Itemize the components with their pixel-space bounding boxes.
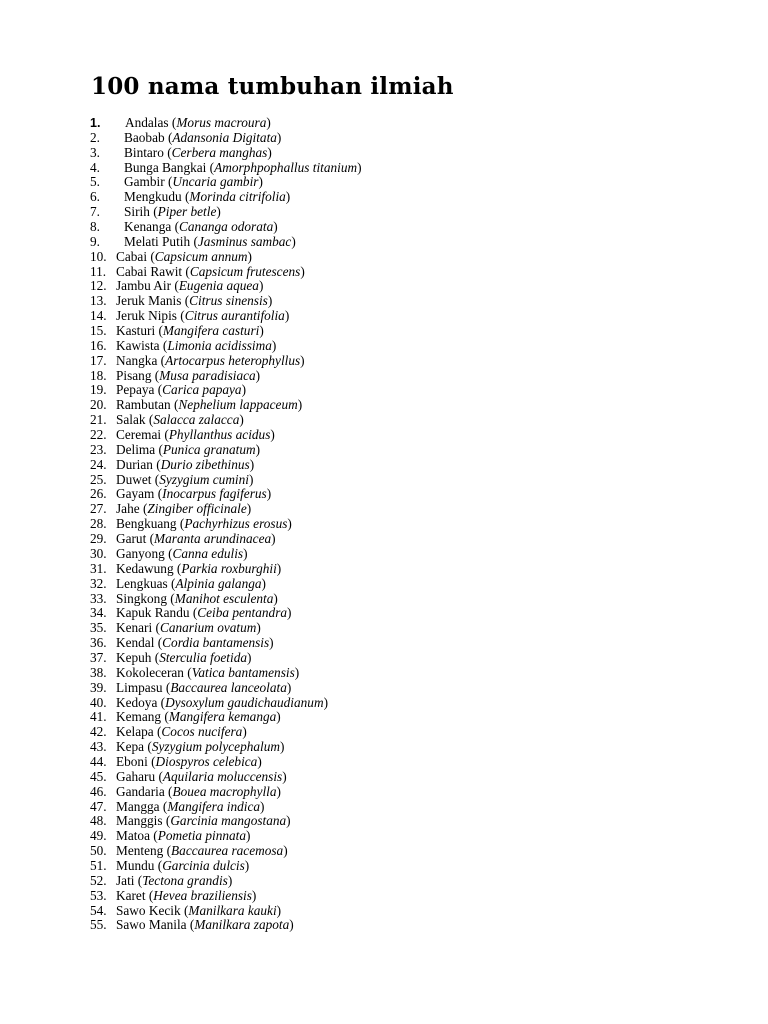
item-number: 36. bbox=[90, 635, 107, 651]
plant-scientific-name: Citrus sinensis bbox=[189, 293, 268, 309]
item-number: 6. bbox=[90, 189, 100, 205]
plant-scientific-name: Garcinia mangostana bbox=[170, 813, 287, 829]
item-number: 12. bbox=[90, 278, 107, 294]
plant-common-name: Singkong bbox=[116, 590, 167, 606]
plant-scientific-name: Diospyros celebica bbox=[155, 753, 258, 769]
plant-common-name: Matoa bbox=[116, 828, 150, 844]
plant-scientific-name: Citrus aurantifolia bbox=[184, 308, 285, 324]
item-number: 10. bbox=[90, 248, 107, 264]
list-item: 22. Ceremai (Phyllanthus acidus) bbox=[90, 427, 275, 443]
item-number: 21. bbox=[90, 412, 107, 428]
list-item: 24. Durian (Durio zibethinus) bbox=[90, 456, 255, 472]
plant-scientific-name: Baccaurea racemosa bbox=[171, 843, 284, 859]
page-title: 100 nama tumbuhan ilmiah bbox=[91, 73, 454, 100]
plant-scientific-name: Durio zibethinus bbox=[160, 456, 250, 472]
plant-common-name: Durian bbox=[116, 456, 153, 472]
plant-common-name: Garut bbox=[116, 531, 147, 547]
list-item: 4. Bunga Bangkai (Amorphpophallus titanium) bbox=[90, 159, 362, 175]
list-item: 3. Bintaro (Cerbera manghas) bbox=[90, 144, 272, 160]
list-item: 23. Delima (Punica granatum) bbox=[90, 441, 261, 457]
item-number: 42. bbox=[90, 724, 107, 740]
plant-scientific-name: Canna edulis bbox=[172, 545, 244, 561]
list-item: 19. Pepaya (Carica papaya) bbox=[90, 382, 247, 398]
list-item: 55. Sawo Manila (Manilkara zapota) bbox=[90, 917, 294, 933]
plant-common-name: Gayam bbox=[116, 486, 155, 502]
plant-common-name: Kenanga bbox=[124, 219, 172, 235]
plant-common-name: Pisang bbox=[116, 367, 152, 383]
plant-common-name: Kapuk Randu bbox=[116, 605, 190, 621]
item-number: 3. bbox=[90, 144, 100, 160]
list-item: 18. Pisang (Musa paradisiaca) bbox=[90, 367, 261, 383]
list-item: 26. Gayam (Inocarpus fagiferus) bbox=[90, 486, 272, 502]
item-number: 29. bbox=[90, 531, 107, 547]
item-number: 55. bbox=[90, 917, 107, 933]
item-number: 49. bbox=[90, 828, 107, 844]
plant-scientific-name: Cocos nucifera bbox=[161, 724, 243, 740]
plant-common-name: Jahe bbox=[116, 501, 140, 517]
plant-scientific-name: Tectona grandis bbox=[142, 872, 228, 888]
item-number: 8. bbox=[90, 219, 100, 235]
list-item: 1. Andalas (Morus macroura) bbox=[90, 115, 271, 130]
item-number: 19. bbox=[90, 382, 107, 398]
list-item: 27. Jahe (Zingiber officinale) bbox=[90, 501, 252, 517]
list-item: 37. Kepuh (Sterculia foetida) bbox=[90, 649, 252, 665]
list-item: 48. Manggis (Garcinia mangostana) bbox=[90, 813, 291, 829]
plant-common-name: Kepa bbox=[116, 739, 145, 755]
plant-common-name: Kemang bbox=[116, 709, 162, 725]
list-item: 53. Karet (Hevea braziliensis) bbox=[90, 887, 257, 903]
item-number: 54. bbox=[90, 902, 107, 918]
list-item: 42. Kelapa (Cocos nucifera) bbox=[90, 724, 247, 740]
plant-common-name: Kasturi bbox=[116, 323, 156, 339]
list-item: 52. Jati (Tectona grandis) bbox=[90, 872, 233, 888]
list-item: 25. Duwet (Syzygium cumini) bbox=[90, 471, 254, 487]
plant-common-name: Sawo Manila bbox=[116, 917, 187, 933]
item-number: 50. bbox=[90, 843, 107, 859]
plant-scientific-name: Syzygium cumini bbox=[159, 471, 249, 487]
list-item: 6. Mengkudu (Morinda citrifolia) bbox=[90, 189, 291, 205]
item-number: 46. bbox=[90, 783, 107, 799]
list-item: 34. Kapuk Randu (Ceiba pentandra) bbox=[90, 605, 292, 621]
plant-scientific-name: Adansonia Digitata bbox=[172, 129, 277, 145]
plant-common-name: Kokoleceran bbox=[116, 664, 184, 680]
plant-common-name: Kendal bbox=[116, 635, 155, 651]
plant-scientific-name: Pachyrhizus erosus bbox=[184, 516, 288, 532]
list-item: 30. Ganyong (Canna edulis) bbox=[90, 545, 248, 561]
item-number: 39. bbox=[90, 679, 107, 695]
plant-common-name: Melati Putih bbox=[124, 233, 191, 249]
list-item: 40. Kedoya (Dysoxylum gaudichaudianum) bbox=[90, 694, 328, 710]
item-number: 51. bbox=[90, 857, 107, 873]
plant-common-name: Kenari bbox=[116, 620, 153, 636]
plant-common-name: Menteng bbox=[116, 843, 164, 859]
item-number: 32. bbox=[90, 575, 107, 591]
plant-common-name: Salak bbox=[116, 412, 146, 428]
plant-list bbox=[90, 116, 362, 933]
plant-scientific-name: Phyllanthus acidus bbox=[168, 427, 271, 443]
item-number: 24. bbox=[90, 456, 107, 472]
item-number: 14. bbox=[90, 308, 107, 324]
item-number: 30. bbox=[90, 545, 107, 561]
plant-scientific-name: Morinda citrifolia bbox=[189, 189, 286, 205]
plant-common-name: Bunga Bangkai bbox=[124, 159, 207, 175]
item-number: 31. bbox=[90, 560, 107, 576]
item-number bbox=[90, 116, 125, 131]
list-item: 15. Kasturi (Mangifera casturi) bbox=[90, 323, 264, 339]
plant-common-name: Gaharu bbox=[116, 768, 156, 784]
list-item: 10. Cabai (Capsicum annum) bbox=[90, 248, 252, 264]
list-item: 33. Singkong (Manihot esculenta) bbox=[90, 590, 278, 606]
item-number: 17. bbox=[90, 352, 107, 368]
item-number: 22. bbox=[90, 427, 107, 443]
list-item: 2. Baobab (Adansonia Digitata) bbox=[90, 129, 282, 145]
plant-scientific-name: Vatica bantamensis bbox=[191, 664, 295, 680]
plant-scientific-name: Aquilaria moluccensis bbox=[162, 768, 283, 784]
plant-scientific-name: Manilkara kauki bbox=[188, 902, 277, 918]
item-number: 35. bbox=[90, 620, 107, 636]
plant-common-name: Kedoya bbox=[116, 694, 158, 710]
list-item: 21. Salak (Salacca zalacca) bbox=[90, 412, 244, 428]
list-item: 9. Melati Putih (Jasminus sambac) bbox=[90, 233, 296, 249]
plant-common-name: Rambutan bbox=[116, 397, 171, 413]
item-number: 33. bbox=[90, 590, 107, 606]
list-item: 39. Limpasu (Baccaurea lanceolata) bbox=[90, 679, 292, 695]
item-number: 4. bbox=[90, 159, 100, 175]
plant-scientific-name: Jasminus sambac bbox=[197, 233, 292, 249]
list-item: 31. Kedawung (Parkia roxburghii) bbox=[90, 560, 282, 576]
plant-scientific-name: Piper betle bbox=[157, 204, 217, 220]
plant-scientific-name: Capsicum annum bbox=[154, 248, 248, 264]
item-number: 20. bbox=[90, 397, 107, 413]
plant-scientific-name: Amorphpophallus titanium bbox=[214, 159, 358, 175]
plant-common-name: Cabai Rawit bbox=[116, 263, 183, 279]
plant-common-name: Delima bbox=[116, 441, 156, 457]
item-number: 9. bbox=[90, 233, 100, 249]
plant-common-name: Limpasu bbox=[116, 679, 163, 695]
plant-common-name: Mangga bbox=[116, 798, 160, 814]
plant-common-name: Sirih bbox=[124, 204, 150, 220]
plant-scientific-name: Zingiber officinale bbox=[147, 501, 247, 517]
item-number: 16. bbox=[90, 337, 107, 353]
plant-scientific-name: Cerbera manghas bbox=[171, 144, 268, 160]
item-number: 41. bbox=[90, 709, 107, 725]
plant-scientific-name: Sterculia foetida bbox=[159, 649, 247, 665]
list-item: 14. Jeruk Nipis (Citrus aurantifolia) bbox=[90, 308, 290, 324]
item-number: 5. bbox=[90, 174, 100, 190]
list-item: 32. Lengkuas (Alpinia galanga) bbox=[90, 575, 266, 591]
list-item: 51. Mundu (Garcinia dulcis) bbox=[90, 857, 250, 873]
item-number: 15. bbox=[90, 323, 107, 339]
plant-scientific-name: Eugenia aquea bbox=[178, 278, 259, 294]
item-number: 23. bbox=[90, 441, 107, 457]
plant-common-name: Jeruk Manis bbox=[116, 293, 182, 309]
plant-common-name: Kawista bbox=[116, 337, 160, 353]
plant-common-name: Jambu Air bbox=[116, 278, 172, 294]
plant-common-name: Gambir bbox=[124, 174, 165, 190]
plant-common-name: Bengkuang bbox=[116, 516, 177, 532]
list-item: 8. Kenanga (Cananga odorata) bbox=[90, 219, 278, 235]
plant-scientific-name: Parkia roxburghii bbox=[181, 560, 277, 576]
plant-scientific-name: Ceiba pentandra bbox=[197, 605, 288, 621]
plant-common-name: Kelapa bbox=[116, 724, 154, 740]
list-item: 46. Gandaria (Bouea macrophylla) bbox=[90, 783, 281, 799]
plant-scientific-name: Capsicum frutescens bbox=[189, 263, 301, 279]
item-number: 52. bbox=[90, 872, 107, 888]
plant-common-name: Mundu bbox=[116, 857, 155, 873]
plant-common-name: Ceremai bbox=[116, 427, 162, 443]
plant-common-name: Kedawung bbox=[116, 560, 174, 576]
plant-common-name: Bintaro bbox=[124, 144, 164, 160]
plant-scientific-name: Manilkara zapota bbox=[194, 917, 290, 933]
list-item: 17. Nangka (Artocarpus heterophyllus) bbox=[90, 352, 305, 368]
item-number: 2. bbox=[90, 129, 100, 145]
item-number: 26. bbox=[90, 486, 107, 502]
item-number: 18. bbox=[90, 367, 107, 383]
plant-common-name: Jeruk Nipis bbox=[116, 308, 177, 324]
plant-scientific-name: Canarium ovatum bbox=[159, 620, 257, 636]
list-item: 29. Garut (Maranta arundinacea) bbox=[90, 531, 276, 547]
item-number: 13. bbox=[90, 293, 107, 309]
list-item: 54. Sawo Kecik (Manilkara kauki) bbox=[90, 902, 282, 918]
list-item: 41. Kemang (Mangifera kemanga) bbox=[90, 709, 281, 725]
plant-scientific-name: Syzygium polycephalum bbox=[151, 739, 280, 755]
plant-common-name: Nangka bbox=[116, 352, 158, 368]
plant-common-name: Karet bbox=[116, 887, 146, 903]
list-item: 16. Kawista (Limonia acidissima) bbox=[90, 337, 277, 353]
plant-common-name: Ganyong bbox=[116, 545, 165, 561]
list-item: 49. Matoa (Pometia pinnata) bbox=[90, 828, 251, 844]
plant-common-name: Manggis bbox=[116, 813, 163, 829]
plant-scientific-name: Manihot esculenta bbox=[174, 590, 274, 606]
plant-scientific-name: Mangifera casturi bbox=[162, 323, 260, 339]
list-item: 50. Menteng (Baccaurea racemosa) bbox=[90, 843, 288, 859]
list-item: 47. Mangga (Mangifera indica) bbox=[90, 798, 265, 814]
plant-scientific-name: Morus macroura bbox=[176, 115, 267, 130]
plant-common-name: Kepuh bbox=[116, 649, 152, 665]
plant-scientific-name: Pometia pinnata bbox=[157, 828, 247, 844]
list-item: 35. Kenari (Canarium ovatum) bbox=[90, 620, 261, 636]
item-number: 7. bbox=[90, 204, 100, 220]
plant-scientific-name: Artocarpus heterophyllus bbox=[165, 352, 301, 368]
plant-common-name: Gandaria bbox=[116, 783, 165, 799]
list-item: 20. Rambutan (Nephelium lappaceum) bbox=[90, 397, 303, 413]
list-item: 7. Sirih (Piper betle) bbox=[90, 204, 221, 220]
plant-scientific-name: Bouea macrophylla bbox=[172, 783, 277, 799]
item-number: 38. bbox=[90, 664, 107, 680]
plant-scientific-name: Carica papaya bbox=[162, 382, 242, 398]
plant-scientific-name: Alpinia galanga bbox=[175, 575, 262, 591]
item-number: 45. bbox=[90, 768, 107, 784]
item-number: 34. bbox=[90, 605, 107, 621]
item-number: 37. bbox=[90, 649, 107, 665]
plant-common-name: Cabai bbox=[116, 248, 148, 264]
plant-scientific-name: Punica granatum bbox=[162, 441, 256, 457]
plant-scientific-name: Maranta arundinacea bbox=[154, 531, 272, 547]
list-item: 28. Bengkuang (Pachyrhizus erosus) bbox=[90, 516, 292, 532]
item-number: 47. bbox=[90, 798, 107, 814]
list-item: 44. Eboni (Diospyros celebica) bbox=[90, 753, 262, 769]
plant-scientific-name: Cananga odorata bbox=[179, 219, 274, 235]
plant-scientific-name: Inocarpus fagiferus bbox=[162, 486, 267, 502]
plant-scientific-name: Hevea braziliensis bbox=[153, 887, 252, 903]
item-number: 25. bbox=[90, 471, 107, 487]
plant-scientific-name: Limonia acidissima bbox=[167, 337, 272, 353]
item-number-bold: 1. bbox=[90, 116, 101, 130]
plant-common-name: Duwet bbox=[116, 471, 152, 487]
item-number: 48. bbox=[90, 813, 107, 829]
plant-common-name: Mengkudu bbox=[124, 189, 182, 205]
item-number: 53. bbox=[90, 887, 107, 903]
plant-common-name: Sawo Kecik bbox=[116, 902, 181, 918]
plant-scientific-name: Garcinia dulcis bbox=[162, 857, 245, 873]
item-number: 44. bbox=[90, 753, 107, 769]
plant-common-name: Pepaya bbox=[116, 382, 155, 398]
plant-scientific-name: Uncaria gambir bbox=[172, 174, 259, 190]
list-item: 38. Kokoleceran (Vatica bantamensis) bbox=[90, 664, 300, 680]
list-item: 5. Gambir (Uncaria gambir) bbox=[90, 174, 263, 190]
plant-scientific-name: Salacca zalacca bbox=[153, 412, 240, 428]
plant-common-name: Jati bbox=[116, 872, 135, 888]
plant-common-name: Andalas bbox=[125, 115, 169, 130]
plant-scientific-name: Baccaurea lanceolata bbox=[170, 679, 287, 695]
item-number: 28. bbox=[90, 516, 107, 532]
plant-scientific-name: Nephelium lappaceum bbox=[178, 397, 298, 413]
item-number: 40. bbox=[90, 694, 107, 710]
plant-common-name: Baobab bbox=[124, 129, 165, 145]
plant-scientific-name: Cordia bantamensis bbox=[162, 635, 270, 651]
list-item: 12. Jambu Air (Eugenia aquea) bbox=[90, 278, 264, 294]
list-item: 36. Kendal (Cordia bantamensis) bbox=[90, 635, 274, 651]
plant-scientific-name: Musa paradisiaca bbox=[159, 367, 256, 383]
plant-common-name: Eboni bbox=[116, 753, 148, 769]
plant-common-name: Lengkuas bbox=[116, 575, 168, 591]
list-item: 11. Cabai Rawit (Capsicum frutescens) bbox=[90, 263, 305, 279]
plant-scientific-name: Mangifera indica bbox=[167, 798, 261, 814]
plant-scientific-name: Mangifera kemanga bbox=[168, 709, 277, 725]
item-number: 43. bbox=[90, 739, 107, 755]
list-item: 13. Jeruk Manis (Citrus sinensis) bbox=[90, 293, 273, 309]
list-item: 45. Gaharu (Aquilaria moluccensis) bbox=[90, 768, 287, 784]
item-number: 27. bbox=[90, 501, 107, 517]
list-item: 43. Kepa (Syzygium polycephalum) bbox=[90, 739, 285, 755]
item-number: 11. bbox=[90, 263, 107, 279]
plant-scientific-name: Dysoxylum gaudichaudianum bbox=[165, 694, 324, 710]
